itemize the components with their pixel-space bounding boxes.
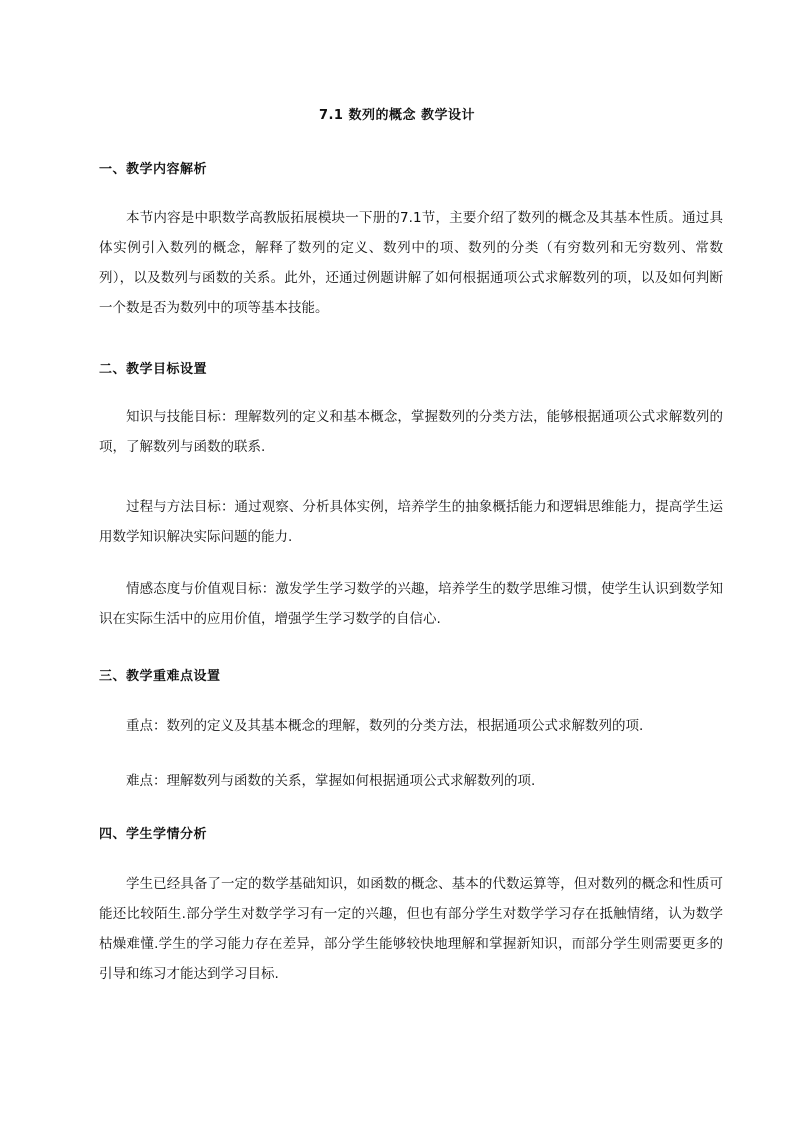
paragraph-knowledge-skills-goal: 知识与技能目标：理解数列的定义和基本概念，掌握数列的分类方法，能够根据通项公式求解数列的项，了解数列与函数的联系. bbox=[99, 409, 723, 455]
paragraph-student-analysis: 学生已经具备了一定的数学基础知识，如函数的概念、基本的代数运算等，但对数列的概念和性质可能还比较陌生.部分学生对数学学习有一定的兴趣，但也有部分学生对数学学习存在抵触情绪，认为数学枯燥难懂.学生的学习能力存在差异，部分学生能够较快地理解和掌握新知识，而部分学生则需要更多的引导和练习才能达到学习目标. bbox=[99, 876, 723, 982]
paragraph-difficult-points: 难点：理解数列与函数的关系，掌握如何根据通项公式求解数列的项. bbox=[126, 773, 536, 789]
section-heading-content-analysis: 一、教学内容解析 bbox=[99, 162, 208, 177]
section-heading-key-difficult-points: 三、教学重难点设置 bbox=[99, 669, 221, 684]
paragraph-key-points: 重点：数列的定义及其基本概念的理解，数列的分类方法，根据通项公式求解数列的项. bbox=[126, 718, 644, 734]
section-heading-objectives: 二、教学目标设置 bbox=[99, 362, 208, 377]
paragraph-attitude-values-goal: 情感态度与价值观目标：激发学生学习数学的兴趣，培养学生的数学思维习惯，使学生认识到数学知识在实际生活中的应用价值，增强学生学习数学的自信心. bbox=[99, 581, 723, 627]
paragraph-process-method-goal: 过程与方法目标：通过观察、分析具体实例，培养学生的抽象概括能力和逻辑思维能力，提高学生运用数学知识解决实际问题的能力. bbox=[99, 499, 723, 545]
document-title: 7.1 数列的概念 教学设计 bbox=[318, 108, 476, 123]
paragraph-content-analysis: 本节内容是中职数学高教版拓展模块一下册的7.1节，主要介绍了数列的概念及其基本性质。通过具体实例引入数列的概念，解释了数列的定义、数列中的项、数列的分类（有穷数列和无穷数列、常数列），以及数列与函数的关系。此外，还通过例题讲解了如何根据通项公式求解数列的项，以及如何判断一个数是否为数列中的项等基本技能。 bbox=[99, 210, 723, 316]
section-heading-student-analysis: 四、学生学情分析 bbox=[99, 827, 208, 842]
